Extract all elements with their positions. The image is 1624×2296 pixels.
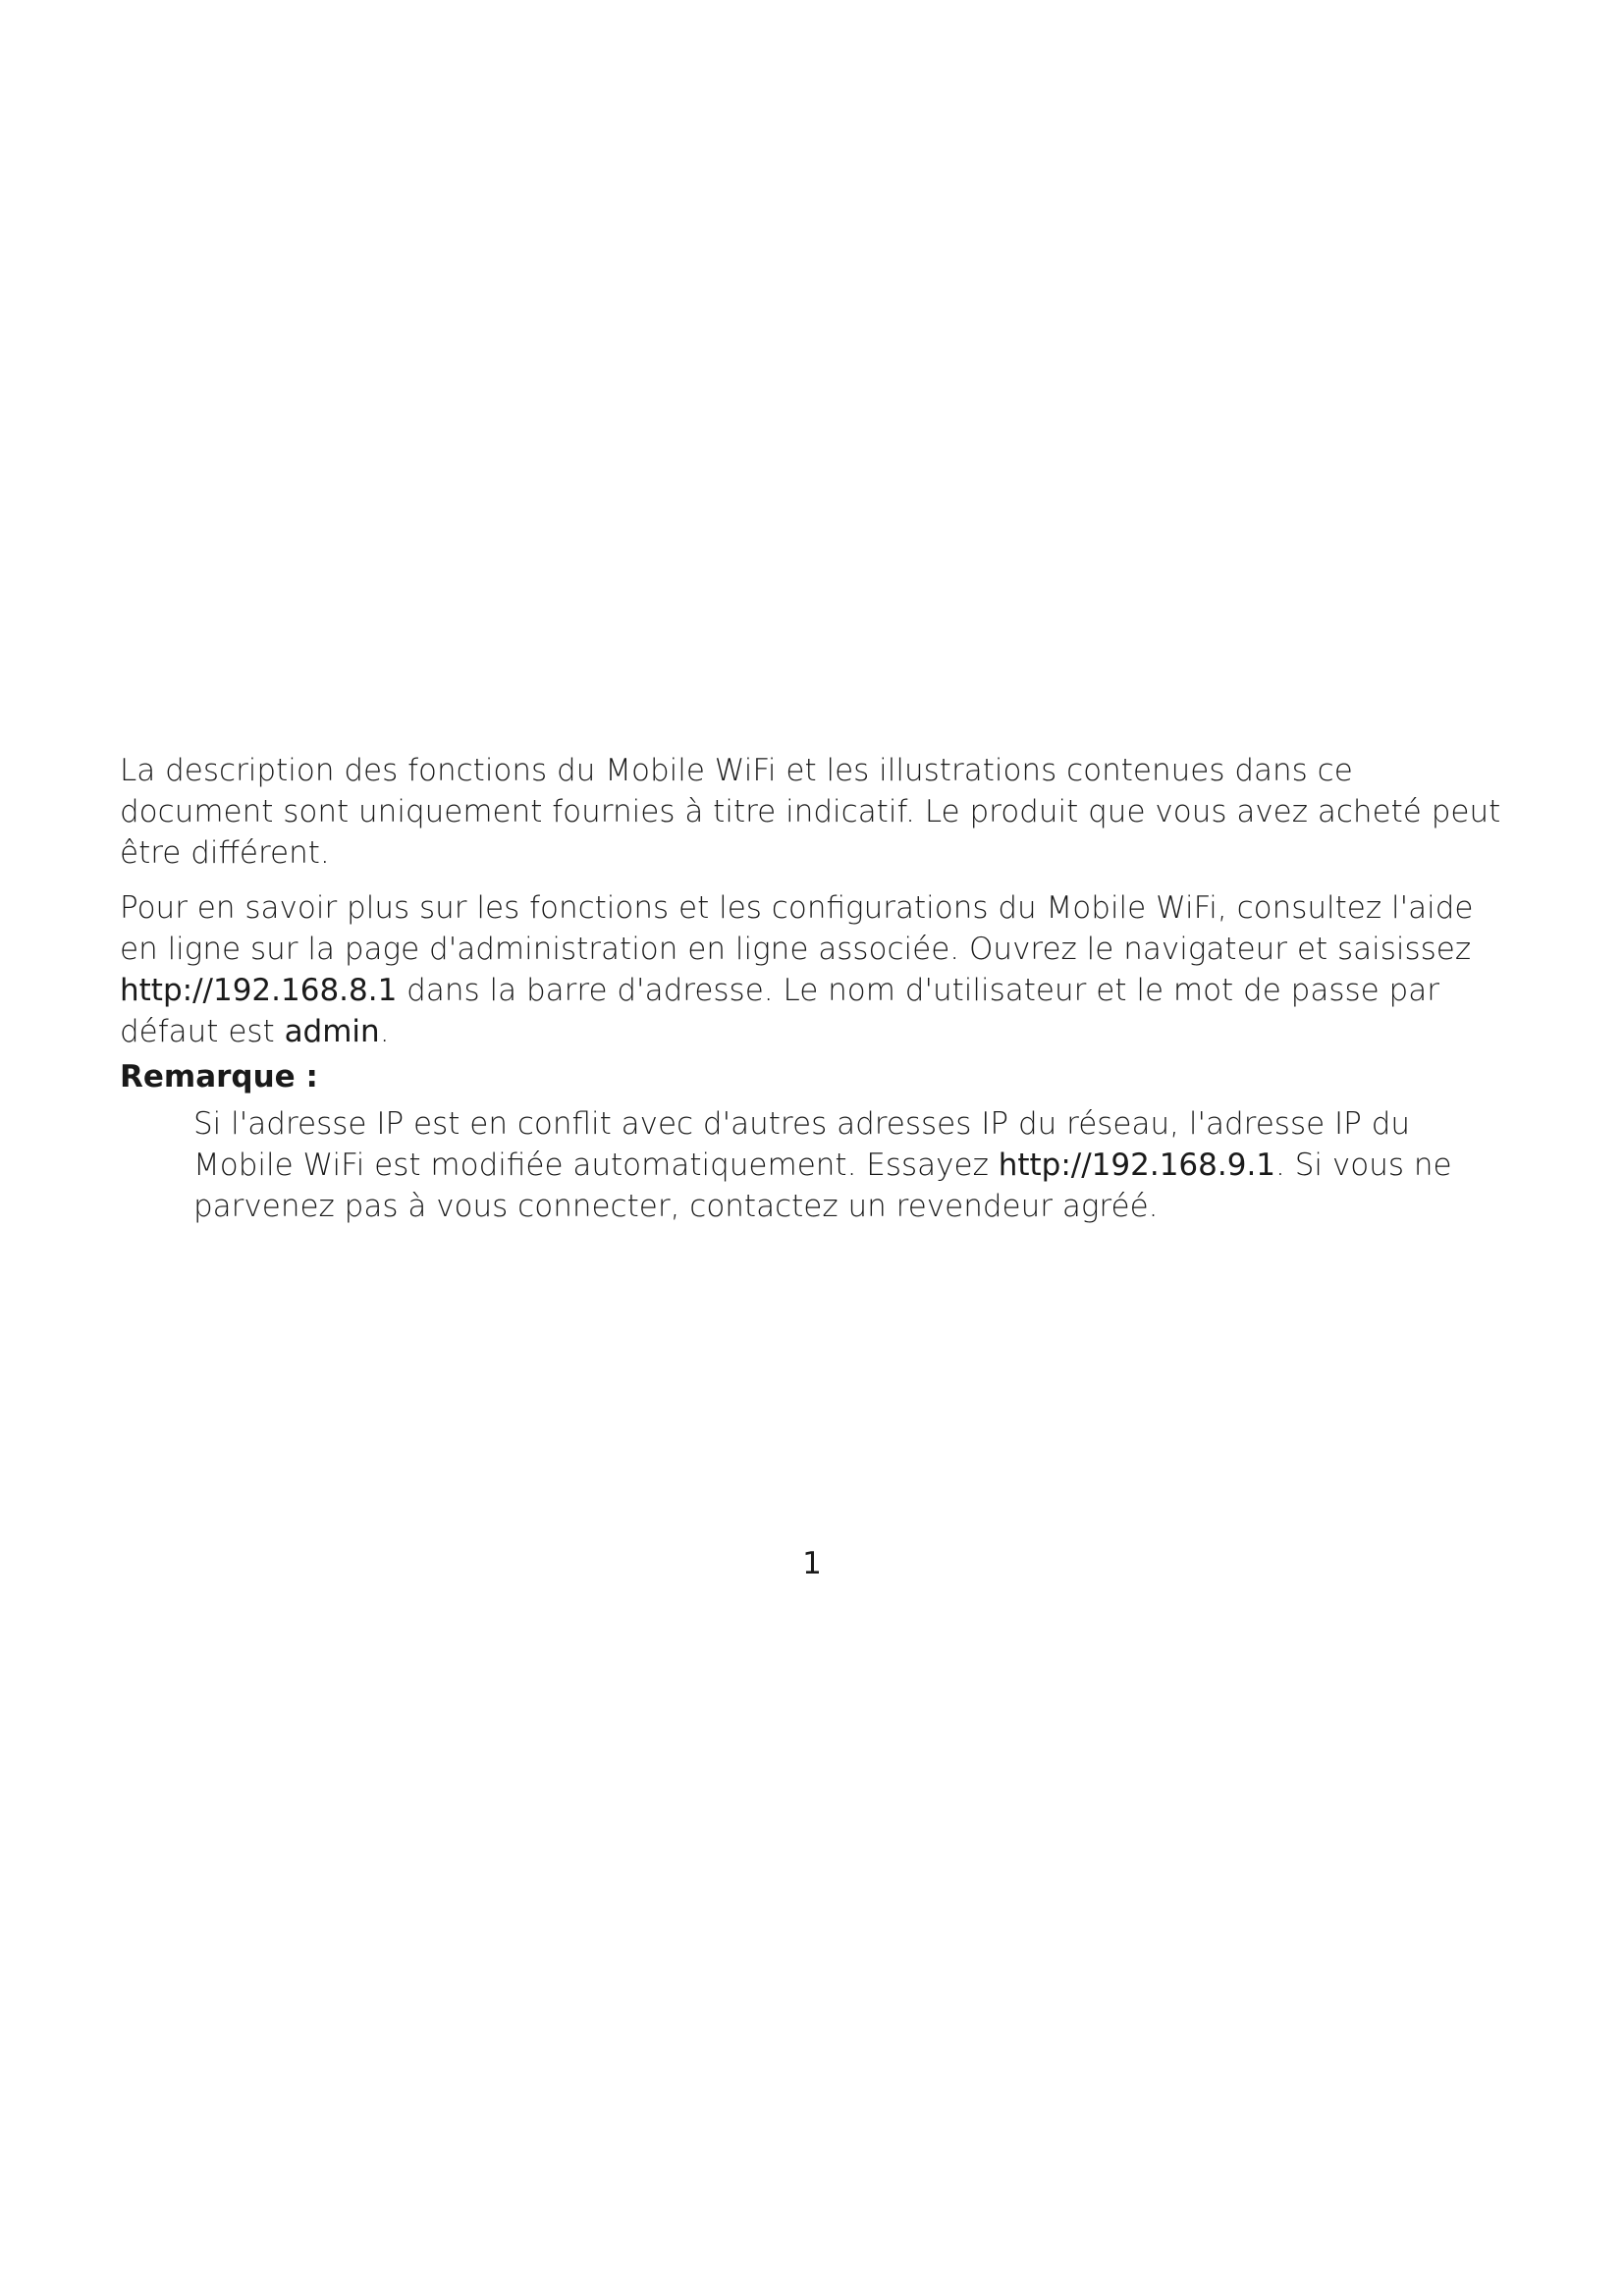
page-number: 1: [802, 1546, 822, 1581]
help-text-part3: .: [379, 1014, 390, 1049]
alternate-url: http://192.168.9.1: [998, 1148, 1276, 1183]
document-body: [120, 750, 1514, 1227]
remark-heading: Remarque :: [120, 1059, 318, 1095]
remark-text-part2: . Si vous ne parvenez pas à vous connecter, contactez un revendeur agréé.: [193, 1148, 1452, 1224]
help-text-part1: Pour en savoir plus sur les fonctions et les configurations du Mobile WiFi, consultez l'aide en ligne sur la page d'administration en ligne associée. Ouvrez le navigateur et saisissez: [120, 890, 1474, 967]
help-paragraph: [120, 887, 1514, 1052]
default-credential: admin: [284, 1014, 380, 1049]
disclaimer-paragraph: La description des fonctions du Mobile WiFi et les illustrations contenues dans ce document sont uniquement fournies à titre indicatif. Le produit que vous avez acheté peut être différent.: [120, 753, 1501, 871]
remark-text-part1: Si l'adresse IP est en conflit avec d'autres adresses IP du réseau, l'adresse IP du Mobile WiFi est modifiée automatiquement. Essayez: [193, 1106, 1411, 1183]
help-text-part2: dans la barre d'adresse. Le nom d'utilisateur et le mot de passe par défaut est: [120, 973, 1439, 1049]
admin-url: http://192.168.8.1: [120, 973, 398, 1008]
remark-text: [193, 1103, 1514, 1227]
